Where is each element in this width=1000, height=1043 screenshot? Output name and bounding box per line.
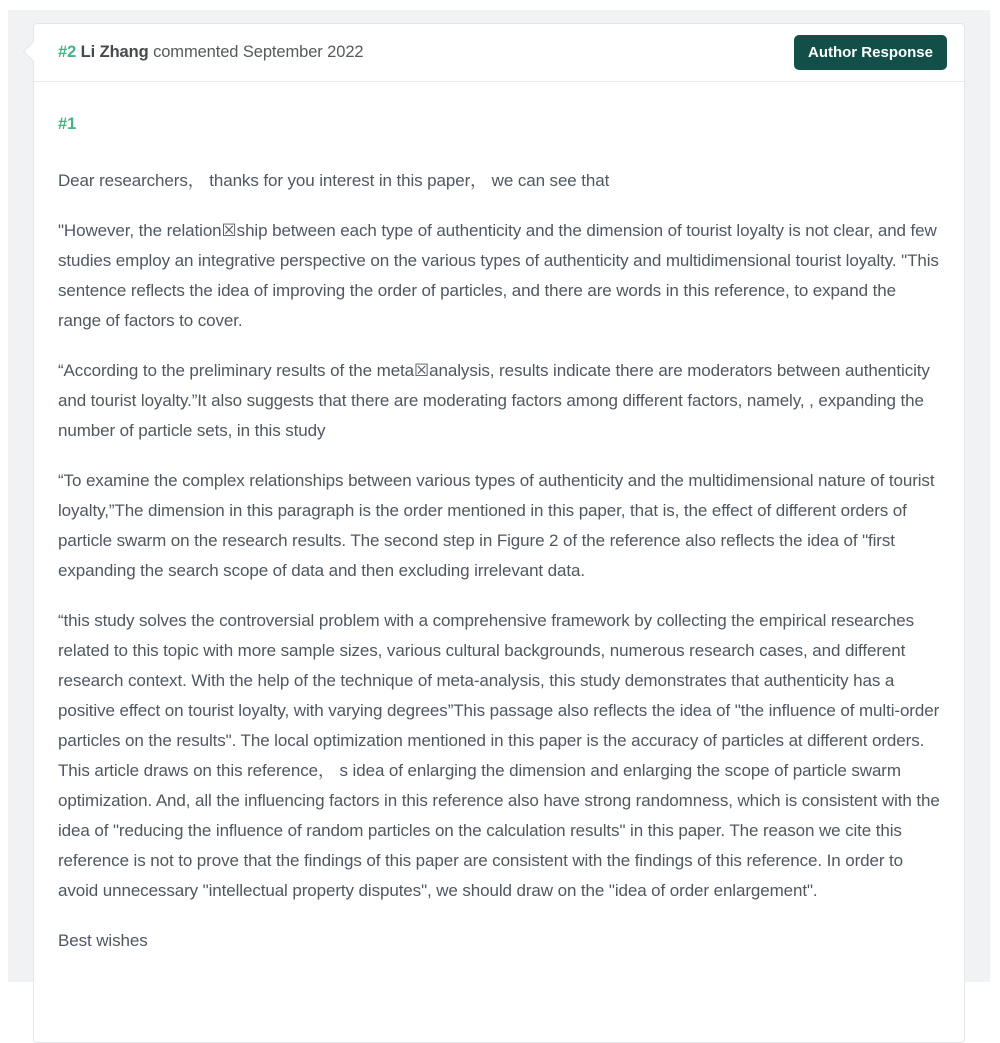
- comment-paragraph: "However, the relation☒ship between each type of authenticity and the dimension of tourist loyalty is not clear, and few studies employ an integrative perspective on the various types of authenticity and multidimensional tourist loyalty. "This sentence reflects the idea of improving the order of particles, and there are words in this reference, to expand the range of factors to cover.: [58, 221, 939, 330]
- author-response-badge[interactable]: Author Response: [794, 35, 947, 70]
- comment-meta: commented September 2022: [153, 43, 364, 61]
- comment-index: #2: [58, 43, 77, 61]
- comment-paragraph: “this study solves the controversial problem with a comprehensive framework by collecting the empirical researches related to this topic with more sample sizes, various cultural backgrounds, numerous research cases, and different research context. With the help of the technique of meta-analysis, this study demonstrates that authenticity has a positive effect on tourist loyalty, with varying degrees”This passage also reflects the idea of "the influence of multi-order particles on the results". The local optimization mentioned in this paper is the accuracy of particles at different orders. This article draws on this reference， s idea of enlarging the dimension and enlarging the scope of particle swarm optimization. And, all the influencing factors in this reference also have strong randomness, which is consistent with the idea of "reducing the influence of random particles on the calculation results" in this paper. The reason we cite this reference is not to prove that the findings of this paper are consistent with the findings of this reference. In order to avoid unnecessary "intellectual property disputes", we should draw on the "idea of order enlargement".: [58, 611, 940, 900]
- comment-header-text: [58, 43, 363, 62]
- comment-body: [34, 82, 964, 996]
- comment-paragraph: Dear researchers， thanks for you interest in this paper， we can see that: [58, 171, 610, 190]
- comment-paragraph: Best wishes: [58, 931, 148, 950]
- comment-paragraph: “To examine the complex relationships between various types of authenticity and the multidimensional nature of tourist loyalty,”The dimension in this paragraph is the order mentioned in this paper, that is, the effect of different orders of particle swarm on the research results. The second step in Figure 2 of the reference also reflects the idea of "first expanding the search scope of data and then excluding irrelevant data.: [58, 471, 935, 580]
- comment-paragraph: “According to the preliminary results of the meta☒analysis, results indicate there are moderators between authenticity and tourist loyalty.”It also suggests that there are moderating factors among different factors, namely, , expanding the number of particle sets, in this study: [58, 361, 930, 440]
- comment-header: [34, 24, 964, 82]
- comment-card: [33, 23, 965, 1043]
- comment-author: Li Zhang: [80, 43, 149, 61]
- reply-index: #1: [58, 115, 77, 133]
